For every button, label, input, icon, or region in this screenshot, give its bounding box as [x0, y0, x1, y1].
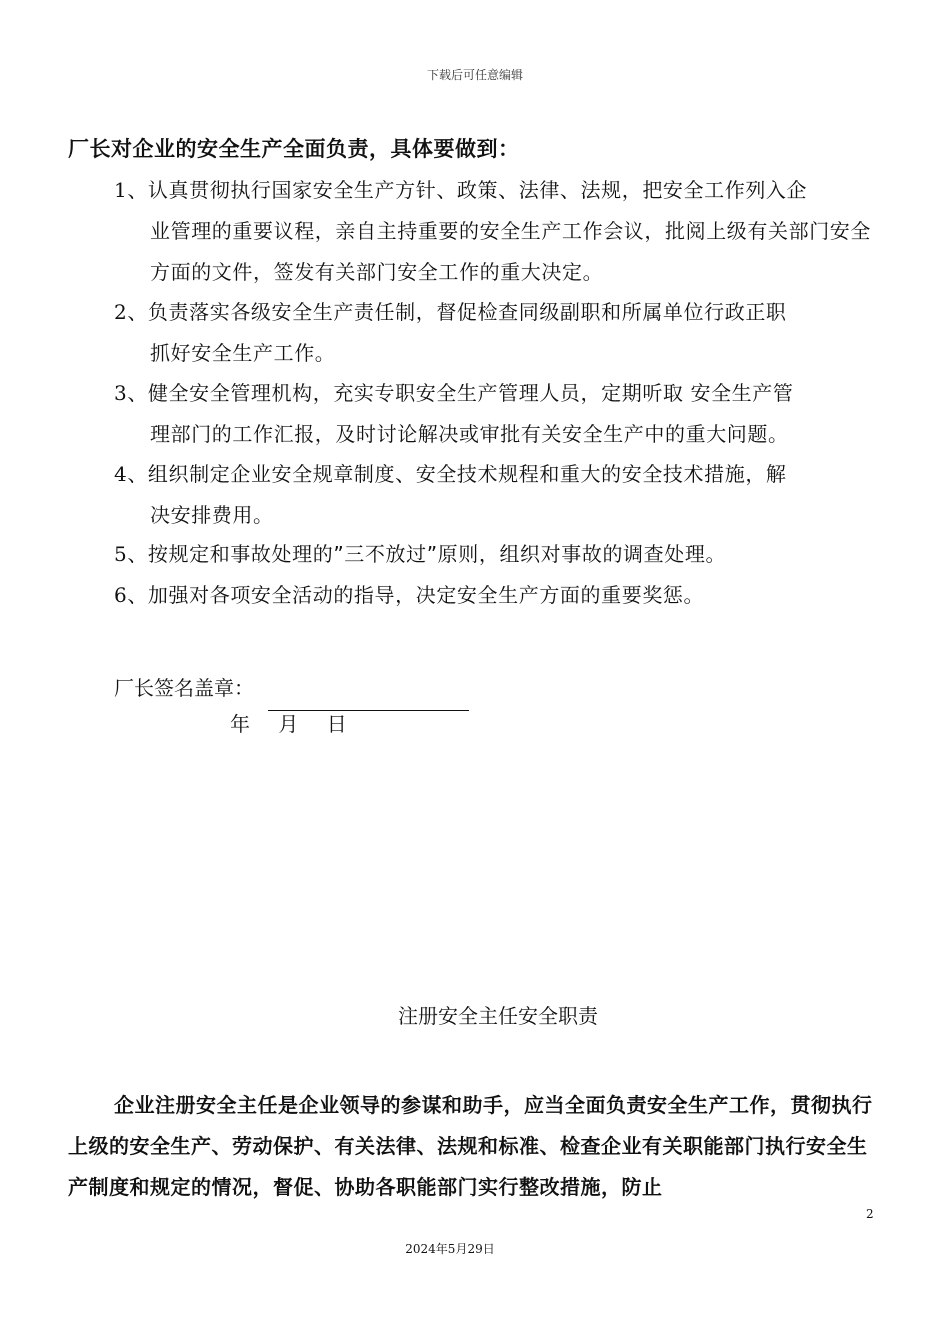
- item-text-rest: 抓好安全生产工作。: [150, 341, 336, 365]
- item-text-rest: 决安排费用。: [150, 503, 274, 527]
- list-item: [114, 170, 884, 293]
- item-number: 6: [114, 583, 128, 607]
- body-paragraph: 企业注册安全主任是企业领导的参谋和助手，应当全面负责安全生产工作，贯彻执行上级的安全生产、劳动保护、有关法律、法规和标准、检查企业有关职能部门执行安全生产制度和规定的情况，督促、协助各职能部门实行整改措施，防止: [68, 1093, 873, 1199]
- signature-label: 厂长签名盖章：: [114, 676, 254, 700]
- item-number: 4: [114, 462, 128, 486]
- section-title: 注册安全主任安全职责: [398, 1004, 598, 1028]
- item-text-rest: 理部门的工作汇报，及时讨论解决或审批有关安全生产中的重大问题。: [150, 422, 789, 446]
- item-number: 2: [114, 300, 128, 324]
- item-number: 1: [114, 178, 128, 202]
- page-number: 2: [866, 1207, 874, 1221]
- date-month: 月: [278, 712, 301, 736]
- list-item: [114, 292, 884, 374]
- list-item: [114, 454, 884, 536]
- list-item: [114, 373, 884, 455]
- item-text-first: 、认真贯彻执行国家安全生产方针、政策、法律、法规，把安全工作列入企: [127, 178, 808, 202]
- list-item: [114, 575, 884, 616]
- item-text-first: 、组织制定企业安全规章制度、安全技术规程和重大的安全技术措施，解: [127, 462, 787, 486]
- item-text-first: 、负责落实各级安全生产责任制，督促检查同级副职和所属单位行政正职: [127, 300, 787, 324]
- date-day: 日: [326, 712, 349, 736]
- item-text-first: 、健全安全管理机构，充实专职安全生产管理人员，定期听取 安全生产管: [127, 381, 794, 405]
- section-heading: 厂长对企业的安全生产全面负责，具体要做到：: [68, 137, 520, 161]
- item-text-rest: 业管理的重要议程，亲自主持重要的安全生产工作会议，批阅上级有关部门安全方面的文件，签发有关部门安全工作的重大决定。: [150, 219, 871, 284]
- footer-date: 2024年5月29日: [405, 1242, 495, 1256]
- signature-date: [230, 708, 367, 737]
- item-text-first: 、按规定和事故处理的”三不放过”原则，组织对事故的调查处理。: [127, 542, 727, 566]
- item-number: 5: [114, 542, 128, 566]
- date-year: 年: [230, 712, 252, 736]
- list-item: [114, 534, 884, 575]
- item-text-first: 、加强对各项安全活动的指导，决定安全生产方面的重要奖惩。: [127, 583, 705, 607]
- header-note: 下载后可任意编辑: [426, 68, 523, 82]
- item-number: 3: [114, 381, 128, 405]
